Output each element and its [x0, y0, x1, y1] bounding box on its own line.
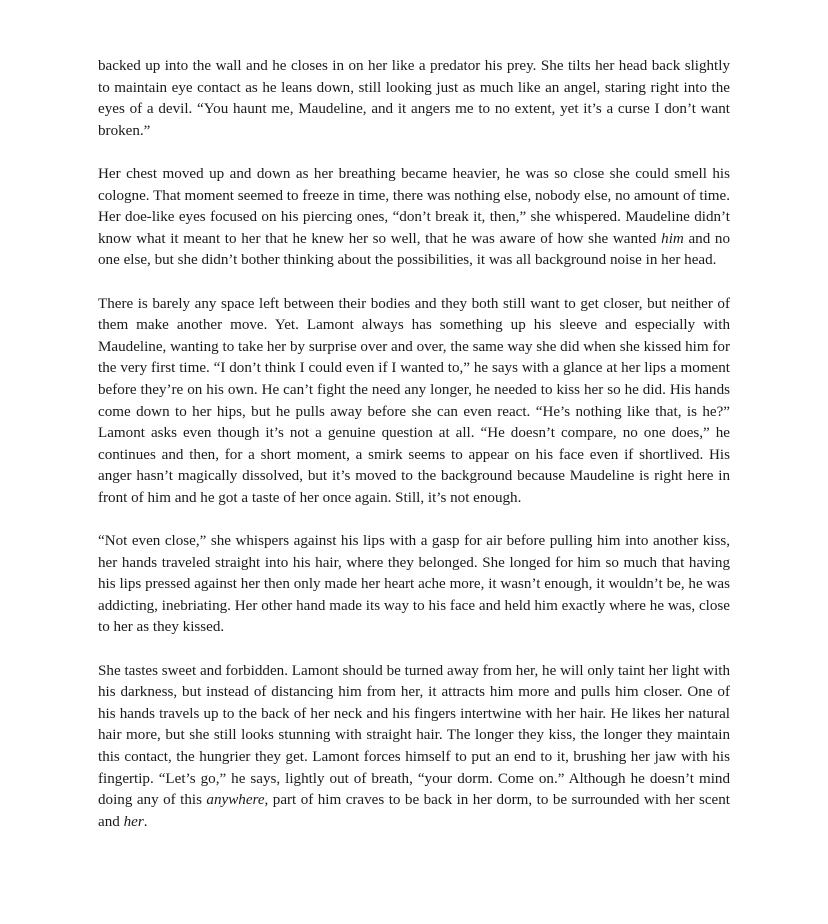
- paragraph-4-text: “Not even close,” she whispers against his lips with a gasp for air before pulling him into another kiss, her hands traveled straight into his hair, where they belonged. She longed for him so much that having his lips pressed against her then only made her heart ache more, it wasn’t enough, it wouldn’t be, he was addicting, inebriating. Her other hand made its way to his face and held him exactly where he was, close to her as they kissed.: [98, 533, 730, 636]
- paragraph-2-text-b: and no one else, but she didn’t bother thinking about the possibilities, it was all background noise in her head.: [98, 230, 730, 269]
- paragraph-5: [98, 661, 730, 834]
- paragraph-2-text-a: Her chest moved up and down as her breathing became heavier, he was so close she could smell his cologne. That moment seemed to freeze in time, there was nothing else, nobody else, no amount of time. Her doe-like eyes focused on his piercing ones, “don’t break it, then,” she whispered. Maudeline didn’t know what it meant to her that he knew her so well, that he was aware of how she wanted: [98, 165, 730, 247]
- paragraph-2-emphasis: him: [661, 230, 684, 247]
- paragraph-5-emphasis-anywhere: anywhere: [206, 792, 265, 809]
- paragraph-5-emphasis-her: her: [123, 813, 144, 830]
- paragraph-3-text: There is barely any space left between their bodies and they both still want to get closer, but neither of them make another move. Yet. Lamont always has something up his sleeve and especially with Maudeline, wanting to take her by surprise over and over, the same way she did when she kissed him for the very first time. “I don’t think I could even if I wanted to,” he says with a glance at her lips a moment before they’re on his own. He can’t fight the need any longer, he needed to kiss her so he did. His hands come down to her hips, but he pulls away before she can even react. “He’s nothing like that, is he?” Lamont asks even though it’s not a genuine question at all. “He doesn’t compare, no one does,” he continues and then, for a short moment, a smirk seems to appear on his face even if shortlived. His anger hasn’t magically dissolved, but it’s moved to the background because Maudeline is right here in front of him and he got a taste of her once again. Still, it’s not enough.: [98, 295, 730, 506]
- paragraph-2: [98, 164, 730, 272]
- paragraph-1-text: backed up into the wall and he closes in on her like a predator his prey. She tilts her head back slightly to maintain eye contact as he leans down, still looking just as much like an angel, staring right into the eyes of a devil. “You haunt me, Maudeline, and it angers me to no extent, yet it’s a curse I don’t want broken.”: [98, 58, 730, 139]
- paragraph-3: [98, 294, 730, 510]
- document-body: [98, 56, 730, 833]
- paragraph-1: [98, 56, 730, 142]
- paragraph-5-text-b: , part of him craves to be back in her dorm, to be surrounded with her scent and: [98, 792, 730, 830]
- paragraph-5-text-c: .: [143, 813, 148, 830]
- paragraph-5-text-a: She tastes sweet and forbidden. Lamont should be turned away from her, he will only taint her light with his darkness, but instead of distancing him from her, it attracts him more and pulls him closer. One of his hands travels up to the back of her neck and his fingers intertwine with her hair. He likes her natural hair more, but she still looks stunning with straight hair. The longer they kiss, the longer they maintain this contact, the hungrier they get. Lamont forces himself to put an end to it, brushing her jaw with his fingertip. “Let’s go,” he says, lightly out of breath, “your dorm. Come on.” Although he doesn’t mind doing any of this: [98, 662, 730, 809]
- paragraph-4: [98, 531, 730, 639]
